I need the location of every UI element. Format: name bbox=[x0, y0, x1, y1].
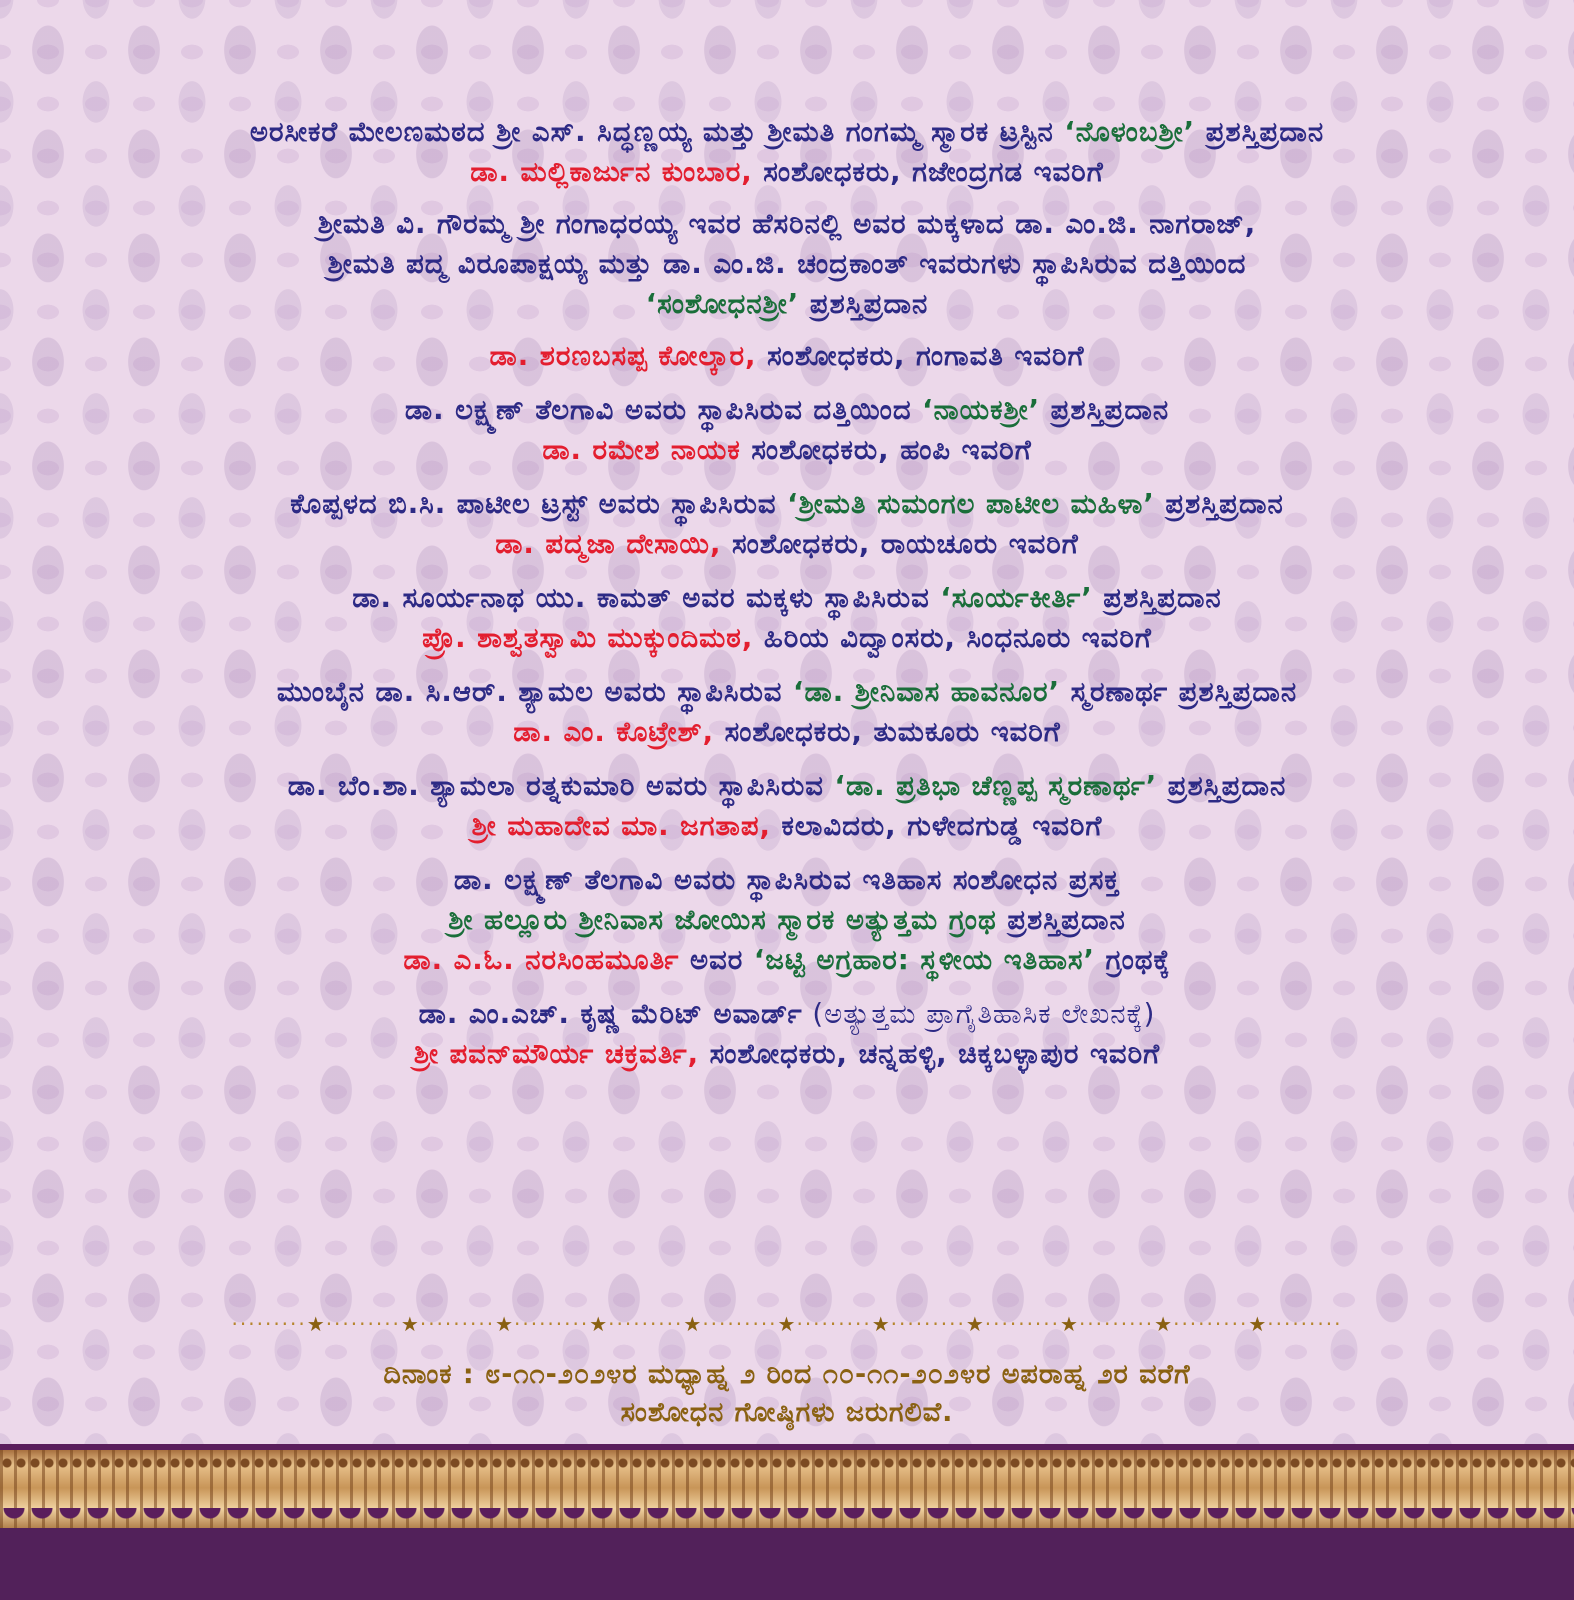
award-line-8b: ಶ್ರೀ ಹಲ್ಲೂರು ಶ್ರೀನಿವಾಸ ಜೋಯಿಸ ಸ್ಮಾರಕ ಅತ್ಯುತ್ತಮ ಗ್ರಂಥ ಪ್ರಶಸ್ತಿಪ್ರದಾನ bbox=[448, 904, 1126, 936]
awardee-line-4: ಡಾ. ಪದ್ಮಜಾ ದೇಸಾಯಿ, ಸಂಶೋಧಕರು, ರಾಯಚೂರು ಇವರಿಗೆ bbox=[495, 528, 1079, 560]
event-date-line: ದಿನಾಂಕ : ೮-೧೧-೨೦೨೪ರ ಮಧ್ಯಾಹ್ನ ೨ ರಿಂದ ೧೦-೧೧-೨೦೨೪ರ ಅಪರಾಹ್ನ ೨ರ ವರೆಗೆ bbox=[383, 1359, 1191, 1390]
star-icon: ★ bbox=[589, 1312, 609, 1336]
bottom-band bbox=[0, 1528, 1574, 1600]
star-icon: ★ bbox=[495, 1312, 514, 1336]
awardee-line-9: ಶ್ರೀ ಪವನ್‌ಮೌರ್ಯ ಚಕ್ರವರ್ತಿ, ಸಂಶೋಧಕರು, ಚನ್ನಹಳ್ಳಿ, ಚಿಕ್ಕಬಳ್ಳಾಪುರ ಇವರಿಗೆ bbox=[413, 1038, 1161, 1070]
awardee-line-8: ಡಾ. ಎ.ಓ. ನರಸಿಂಹಮೂರ್ತಿ ಅವರ ‘ಜಟ್ಟಿ ಅಗ್ರಹಾರ: ಸ್ಥಳೀಯ ಇತಿಹಾಸ’ ಗ್ರಂಥಕ್ಕೆ bbox=[403, 944, 1171, 976]
star-icon: ★ bbox=[965, 1312, 985, 1336]
awardee-line-3: ಡಾ. ರಮೇಶ ನಾಯಕ ಸಂಶೋಧಕರು, ಹಂಪಿ ಇವರಿಗೆ bbox=[542, 434, 1032, 466]
awardee-line-1: ಡಾ. ಮಲ್ಲಿಕಾರ್ಜುನ ಕುಂಬಾರ, ಸಂಶೋಧಕರು, ಗಜೇಂದ್ರಗಡ ಇವರಿಗೆ bbox=[470, 156, 1104, 188]
ornamental-border bbox=[0, 1444, 1574, 1534]
event-date-block bbox=[0, 1356, 1574, 1432]
star-icon: ★ bbox=[306, 1312, 326, 1336]
award-line-6: ಮುಂಬೈನ ಡಾ. ಸಿ.ಆರ್. ಶ್ಯಾಮಲ ಅವರು ಸ್ಥಾಪಿಸಿರುವ ‘ಡಾ. ಶ್ರೀನಿವಾಸ ಹಾವನೂರ’ ಸ್ಮರಣಾರ್ಥ ಪ್ರಶಸ್ತಿಪ್ರದಾನ bbox=[276, 676, 1298, 708]
awardee-line-2: ಡಾ. ಶರಣಬಸಪ್ಪ ಕೋಲ್ಕಾರ, ಸಂಶೋಧಕರು, ಗಂಗಾವತಿ ಇವರಿಗೆ bbox=[489, 340, 1085, 372]
event-sessions-line: ಸಂಶೋಧನ ಗೋಷ್ಠಿಗಳು ಜರುಗಲಿವೆ. bbox=[620, 1397, 954, 1428]
award-line-5: ಡಾ. ಸೂರ್ಯನಾಥ ಯು. ಕಾಮತ್ ಅವರ ಮಕ್ಕಳು ಸ್ಥಾಪಿಸಿರುವ ‘ಸೂರ್ಯಕೀರ್ತಿ’ ಪ್ರಶಸ್ತಿಪ್ರದಾನ bbox=[352, 582, 1222, 614]
star-icon: ★ bbox=[1060, 1312, 1079, 1336]
award-line-1: ಅರಸೀಕರೆ ಮೇಲಣಮಠದ ಶ್ರೀ ಎಸ್. ಸಿದ್ಧಣ್ಣಯ್ಯ ಮತ್ತು ಶ್ರೀಮತಿ ಗಂಗಮ್ಮ ಸ್ಮಾರಕ ಟ್ರಸ್ಟಿನ ‘ನೊಳಂಬಶ್ರೀ’ ಪ್ರಶಸ್ತಿಪ್ರದಾನ bbox=[249, 116, 1325, 148]
awardee-line-6: ಡಾ. ಎಂ. ಕೊಟ್ರೇಶ್, ಸಂಶೋಧಕರು, ತುಮಕೂರು ಇವರಿಗೆ bbox=[513, 716, 1061, 748]
star-icon: ★ bbox=[871, 1312, 891, 1336]
award-line-7: ಡಾ. ಬೆಂ.ಶಾ. ಶ್ಯಾಮಲಾ ರತ್ನಕುಮಾರಿ ಅವರು ಸ್ಥಾಪಿಸಿರುವ ‘ಡಾ. ಪ್ರತಿಭಾ ಚೆಣ್ಣಪ್ಪ ಸ್ಮರಣಾರ್ಥ’ ಪ್ರಶಸ್ತಿಪ್ರದಾನ bbox=[287, 770, 1287, 802]
award-line-9: ಡಾ. ಎಂ.ಎಚ್. ಕೃಷ್ಣ ಮೆರಿಟ್ ಅವಾರ್ಡ್ (ಅತ್ಯುತ್ತಮ ಪ್ರಾಗೈತಿಹಾಸಿಕ ಲೇಖನಕ್ಕೆ) bbox=[418, 998, 1156, 1030]
star-icon: ★ bbox=[683, 1312, 703, 1336]
star-icon: ★ bbox=[400, 1312, 420, 1336]
award-line-4: ಕೊಪ್ಪಳದ ಬಿ.ಸಿ. ಪಾಟೀಲ ಟ್ರಸ್ಟ್ ಅವರು ಸ್ಥಾಪಿಸಿರುವ ‘ಶ್ರೀಮತಿ ಸುಮಂಗಲ ಪಾಟೀಲ ಮಹಿಳಾ’ ಪ್ರಶಸ್ತಿಪ್ರದಾನ bbox=[290, 488, 1284, 520]
award-line-2c: ‘ಸಂಶೋಧನಶ್ರೀ’ ಪ್ರಶಸ್ತಿಪ್ರದಾನ bbox=[645, 288, 929, 320]
awardee-line-5: ಪ್ರೊ. ಶಾಶ್ವತಸ್ವಾಮಿ ಮುಕ್ಕುಂದಿಮಠ, ಹಿರಿಯ ವಿದ್ವಾಂಸರು, ಸಿಂಧನೂರು ಇವರಿಗೆ bbox=[422, 622, 1152, 654]
star-icon: ★ bbox=[1248, 1312, 1268, 1336]
star-icon: ★ bbox=[1154, 1312, 1174, 1336]
award-line-8a: ಡಾ. ಲಕ್ಷ್ಮಣ್ ತೆಲಗಾವಿ ಅವರು ಸ್ಥಾಪಿಸಿರುವ ಇತಿಹಾಸ ಸಂಶೋಧನ ಪ್ರಸಕ್ತ bbox=[453, 864, 1121, 896]
award-list bbox=[0, 112, 1574, 1074]
award-line-3: ಡಾ. ಲಕ್ಷ್ಮಣ್ ತೆಲಗಾವಿ ಅವರು ಸ್ಥಾಪಿಸಿರುವ ದತ್ತಿಯಿಂದ ‘ನಾಯಕಶ್ರೀ’ ಪ್ರಶಸ್ತಿಪ್ರದಾನ bbox=[404, 394, 1170, 426]
award-line-2a: ಶ್ರೀಮತಿ ವಿ. ಗೌರಮ್ಮ ಶ್ರೀ ಗಂಗಾಧರಯ್ಯ ಇವರ ಹೆಸರಿನಲ್ಲಿ ಅವರ ಮಕ್ಕಳಾದ ಡಾ. ಎಂ.ಜಿ. ನಾಗರಾಜ್, bbox=[317, 208, 1257, 240]
award-line-2b: ಶ್ರೀಮತಿ ಪದ್ಮ ವಿರೂಪಾಕ್ಷಯ್ಯ ಮತ್ತು ಡಾ. ಎಂ.ಜಿ. ಚಂದ್ರಕಾಂತ್ ಇವರುಗಳು ಸ್ಥಾಪಿಸಿರುವ ದತ್ತಿಯಿಂದ bbox=[327, 248, 1247, 280]
star-icon: ★ bbox=[777, 1312, 797, 1336]
awardee-line-7: ಶ್ರೀ ಮಹಾದೇವ ಮಾ. ಜಗತಾಪ, ಕಲಾವಿದರು, ಗುಳೇದಗುಡ್ಡ ಇವರಿಗೆ bbox=[471, 810, 1103, 842]
star-divider: ·········★·········★·········★·········★·········★·········★·········★·········★·········★·········★·········★········· bbox=[231, 1312, 1343, 1336]
